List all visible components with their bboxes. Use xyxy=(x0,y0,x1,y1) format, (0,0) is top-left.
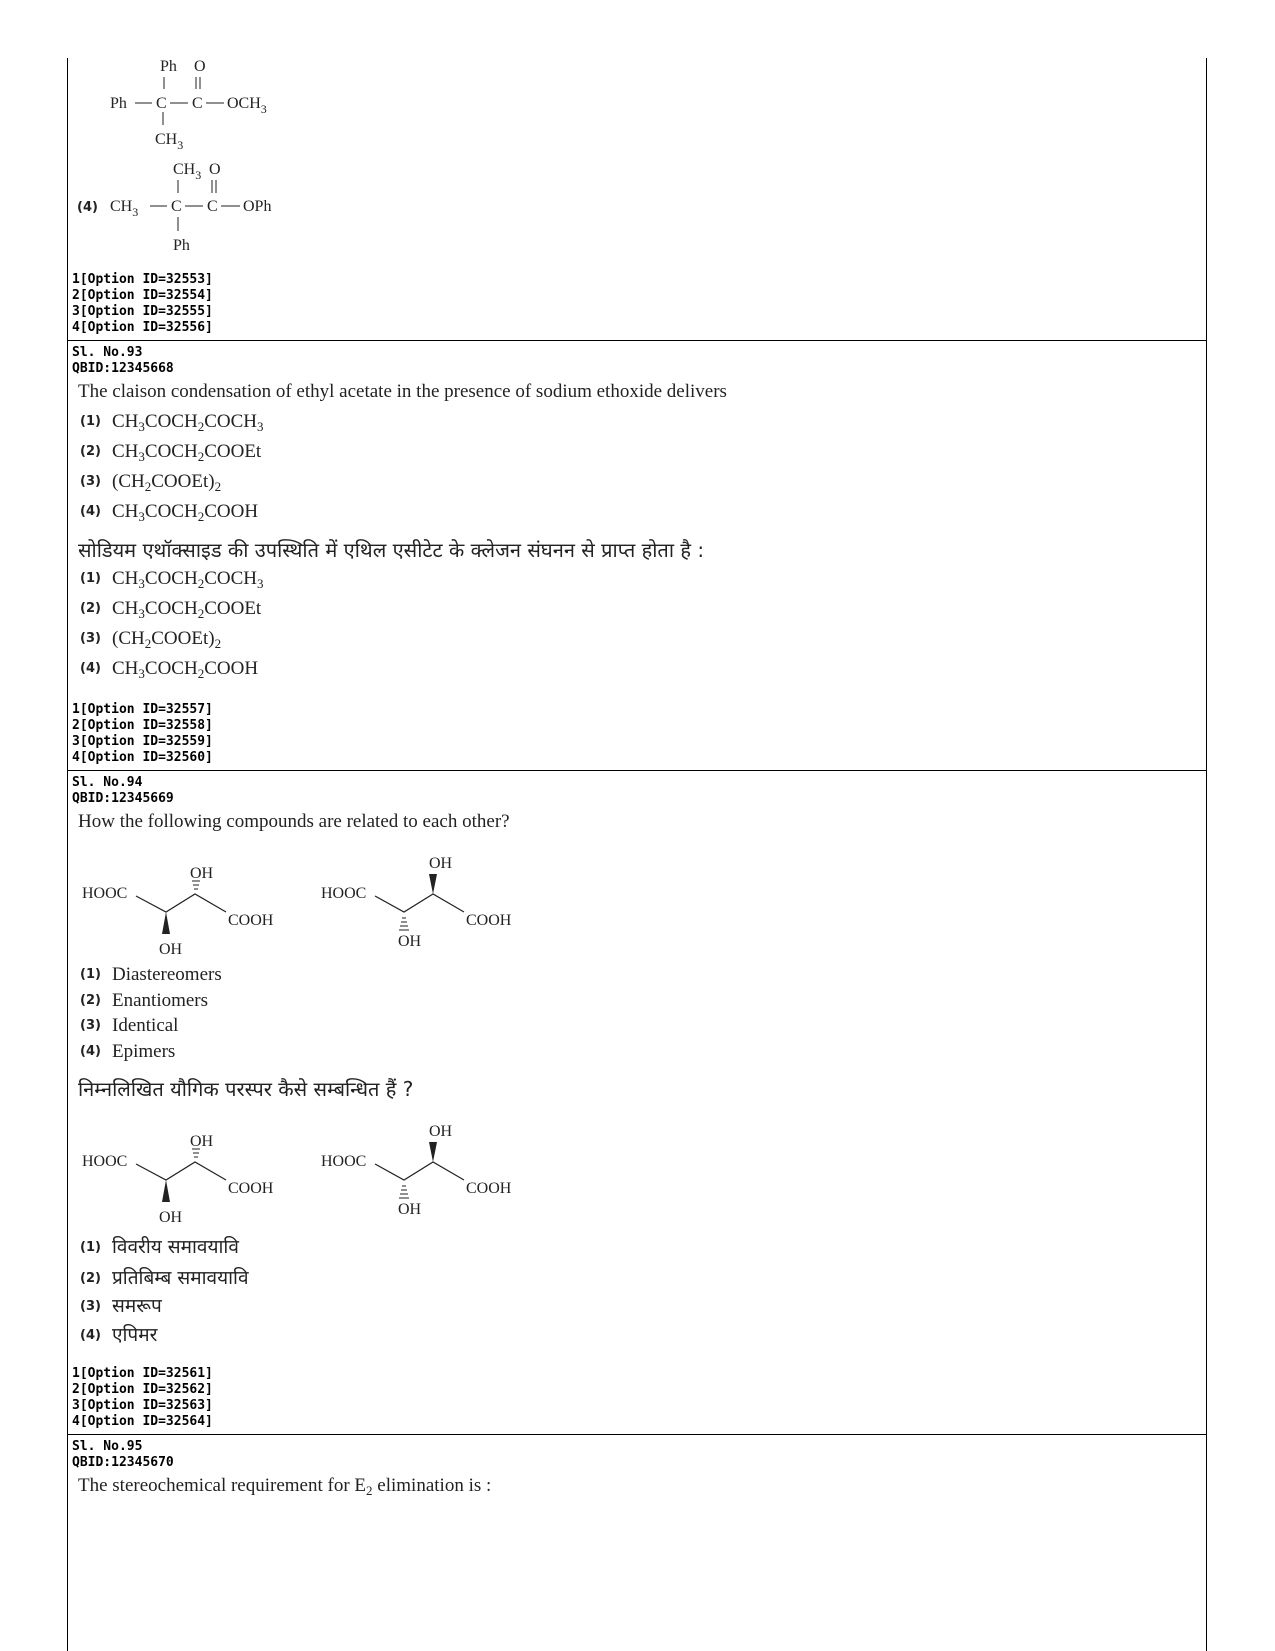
option-id: 3[Option ID=32555] xyxy=(72,304,213,319)
option-item: (4) Epimers xyxy=(80,1041,176,1062)
carboxyl-label: HOOC xyxy=(82,885,128,902)
option-item: (4) $CH_3COCH_2COOH$ xyxy=(80,501,259,524)
option-id: 2[Option ID=32562] xyxy=(72,1382,213,1397)
option-id: 4[Option ID=32564] xyxy=(72,1414,213,1429)
option-id: 1[Option ID=32561] xyxy=(72,1366,213,1381)
question-text-hi: निम्नलिखित यौगिक परस्पर कैसे सम्बन्धित हैं ? xyxy=(78,1077,414,1101)
hydroxyl-label: OH xyxy=(429,855,453,872)
carboxyl-label: HOOC xyxy=(321,885,367,902)
option-item: (3) $(CH_2COOEt)_2$ xyxy=(80,628,222,651)
option-item: (3) $(CH_2COOEt)_2$ xyxy=(80,471,222,494)
option-number: (4) xyxy=(77,200,98,215)
carboxyl-label: COOH xyxy=(466,912,512,929)
phenoxy-label: OPh xyxy=(243,198,272,215)
phenyl-bottom-label: Ph xyxy=(173,237,190,254)
option-item: (2) $CH_3COCH_2COOEt$ xyxy=(80,441,262,464)
option-id: 4[Option ID=32556] xyxy=(72,320,213,335)
question-text-en: How the following compounds are related to each other? xyxy=(78,811,510,832)
question-text-hi: सोडियम एथॉक्साइड की उपस्थिति में एथिल एसीटेट के क्लेजन संघनन से प्राप्त होता है : xyxy=(78,538,705,562)
question-text-en: The stereochemical requirement for $E_2$ elimination is : xyxy=(78,1475,492,1498)
option-id-list xyxy=(72,272,213,336)
carboxyl-label: HOOC xyxy=(82,1153,128,1170)
option-id: 4[Option ID=32560] xyxy=(72,750,213,765)
hydroxyl-label: OH xyxy=(159,941,183,958)
serial-number: Sl. No.93 xyxy=(72,345,143,360)
option-item: (4) $CH_3COCH_2COOH$ xyxy=(80,658,259,681)
phenyl-label: Ph xyxy=(160,58,177,75)
option-item: (1) Diastereomers xyxy=(80,964,222,985)
option-item: (1) $CH_3COCH_2COCH_3$ xyxy=(80,411,264,434)
hydroxyl-label: OH xyxy=(398,933,422,950)
methyl-top-label: $CH_3$ xyxy=(173,161,202,182)
option-id-list xyxy=(72,702,213,766)
carboxyl-label: COOH xyxy=(228,912,274,929)
carbon-2: C xyxy=(192,95,203,112)
carbon-2: C xyxy=(207,198,218,215)
hydroxyl-label: OH xyxy=(398,1201,422,1218)
option-id: 1[Option ID=32553] xyxy=(72,272,213,287)
question-divider xyxy=(67,1434,1207,1435)
hydroxyl-label: OH xyxy=(190,865,214,882)
carboxyl-label: COOH xyxy=(466,1180,512,1197)
option-id: 3[Option ID=32559] xyxy=(72,734,213,749)
oxygen-label: O xyxy=(194,58,206,75)
option-id: 2[Option ID=32554] xyxy=(72,288,213,303)
option-id-list xyxy=(72,1366,213,1430)
question-header xyxy=(72,1439,174,1471)
tartaric-acid-structures xyxy=(78,848,538,963)
option-item: (4) एपिमर xyxy=(80,1324,158,1346)
qbid: QBID:12345670 xyxy=(72,1455,174,1470)
option-item: (1) विवरीय समावयावि xyxy=(80,1236,239,1258)
tartaric-acid-structures xyxy=(78,1116,538,1231)
option-id: 1[Option ID=32557] xyxy=(72,702,213,717)
option-id: 2[Option ID=32558] xyxy=(72,718,213,733)
serial-number: Sl. No.95 xyxy=(72,1439,143,1454)
question-divider xyxy=(67,770,1207,771)
methoxy-label: $OCH_3$ xyxy=(227,95,267,116)
option-id: 3[Option ID=32563] xyxy=(72,1398,213,1413)
ester-structure-4 xyxy=(72,155,312,260)
question-text-en: The claison condensation of ethyl acetate in the presence of sodium ethoxide delivers xyxy=(78,381,727,402)
option-item: (3) Identical xyxy=(80,1015,179,1036)
methyl-left-label: $CH_3$ xyxy=(110,198,139,219)
option-item: (2) $CH_3COCH_2COOEt$ xyxy=(80,598,262,621)
hydroxyl-label: OH xyxy=(190,1133,214,1150)
carboxyl-label: HOOC xyxy=(321,1153,367,1170)
option-item: (3) समरूप xyxy=(80,1295,162,1317)
qbid: QBID:12345668 xyxy=(72,361,174,376)
methyl-label: $CH_3$ xyxy=(155,131,184,152)
ester-structure-3 xyxy=(100,52,300,152)
qbid: QBID:12345669 xyxy=(72,791,174,806)
question-divider xyxy=(67,340,1207,341)
option-item: (1) $CH_3COCH_2COCH_3$ xyxy=(80,568,264,591)
carboxyl-label: COOH xyxy=(228,1180,274,1197)
hydroxyl-label: OH xyxy=(159,1209,183,1226)
question-header xyxy=(72,345,174,377)
carbon-1: C xyxy=(156,95,167,112)
serial-number: Sl. No.94 xyxy=(72,775,143,790)
oxygen-label: O xyxy=(209,161,221,178)
question-header xyxy=(72,775,174,807)
option-item: (2) Enantiomers xyxy=(80,990,209,1011)
carbon-1: C xyxy=(171,198,182,215)
option-item: (2) प्रतिबिम्ब समावयावि xyxy=(80,1267,249,1289)
hydroxyl-label: OH xyxy=(429,1123,453,1140)
phenyl-left-label: Ph xyxy=(110,95,127,112)
